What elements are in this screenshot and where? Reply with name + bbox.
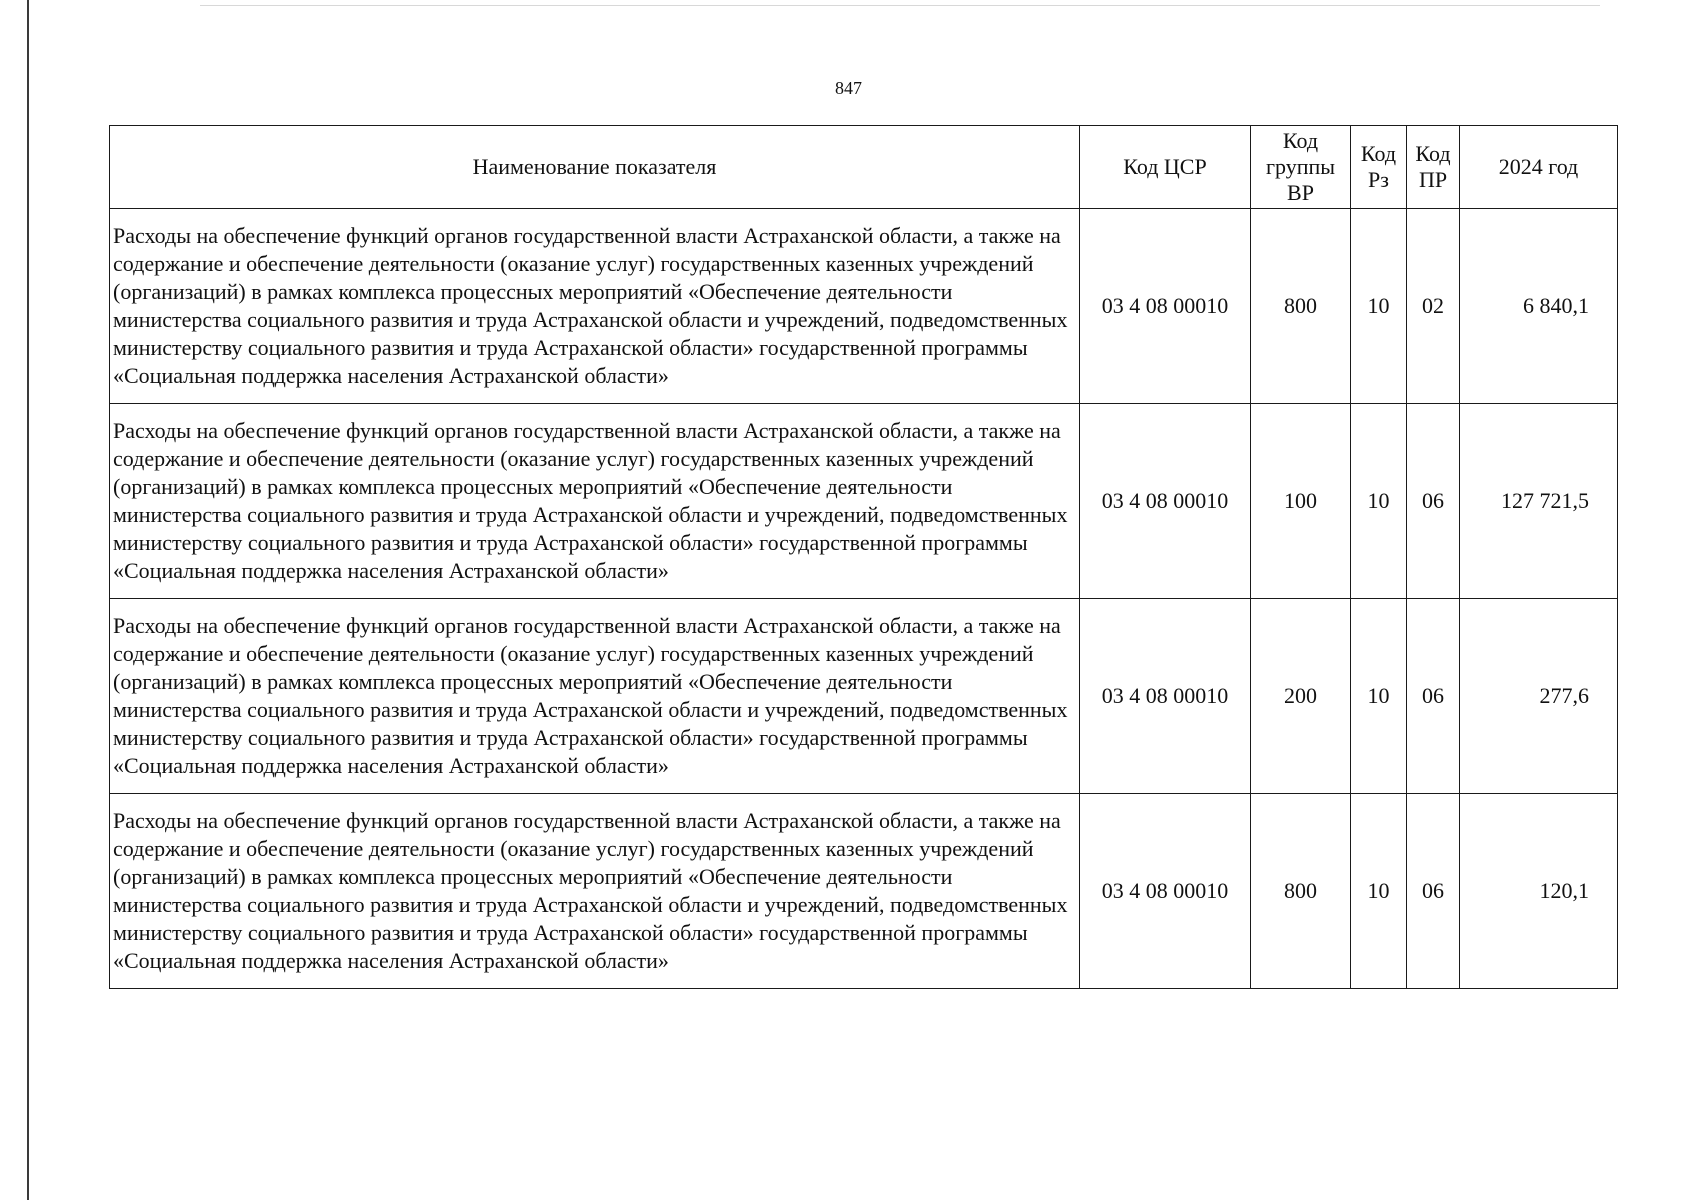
header-name: Наименование показателя <box>110 126 1080 209</box>
header-vr-code: Код группы ВР <box>1251 126 1351 209</box>
row-name: Расходы на обеспечение функций органов государственной власти Астраханской области, а также на содержание и обеспечение деятельности (оказание услуг) государственных казенных учреждений (организаций) в рамках комплекса процессных мероприятий «Обеспечение деятельности министерства социального развития и труда Астраханской области и учреждений, подведомственных министерству социального развития и труда Астраханской области» государственной программы «Социальная поддержка населения Астраханской области» <box>110 794 1080 989</box>
budget-table <box>109 125 1618 989</box>
row-vr-code: 100 <box>1251 404 1351 599</box>
row-vr-code: 800 <box>1251 209 1351 404</box>
row-pr-code: 06 <box>1407 599 1460 794</box>
header-year: 2024 год <box>1460 126 1618 209</box>
page-number: 847 <box>835 78 862 98</box>
table-row <box>110 794 1618 989</box>
row-name: Расходы на обеспечение функций органов государственной власти Астраханской области, а также на содержание и обеспечение деятельности (оказание услуг) государственных казенных учреждений (организаций) в рамках комплекса процессных мероприятий «Обеспечение деятельности министерства социального развития и труда Астраханской области и учреждений, подведомственных министерству социального развития и труда Астраханской области» государственной программы «Социальная поддержка населения Астраханской области» <box>110 404 1080 599</box>
row-rz-code: 10 <box>1351 404 1407 599</box>
table-row <box>110 404 1618 599</box>
header-pr-code: Код ПР <box>1407 126 1460 209</box>
table-header-row <box>110 126 1618 209</box>
header-csr-code: Код ЦСР <box>1080 126 1251 209</box>
row-csr-code: 03 4 08 00010 <box>1080 404 1251 599</box>
row-rz-code: 10 <box>1351 209 1407 404</box>
row-csr-code: 03 4 08 00010 <box>1080 599 1251 794</box>
row-name: Расходы на обеспечение функций органов государственной власти Астраханской области, а также на содержание и обеспечение деятельности (оказание услуг) государственных казенных учреждений (организаций) в рамках комплекса процессных мероприятий «Обеспечение деятельности министерства социального развития и труда Астраханской области и учреждений, подведомственных министерству социального развития и труда Астраханской области» государственной программы «Социальная поддержка населения Астраханской области» <box>110 599 1080 794</box>
row-csr-code: 03 4 08 00010 <box>1080 209 1251 404</box>
header-rz-code: Код Рз <box>1351 126 1407 209</box>
row-pr-code: 06 <box>1407 794 1460 989</box>
row-pr-code: 06 <box>1407 404 1460 599</box>
row-amount: 277,6 <box>1460 599 1618 794</box>
binding-margin-line <box>27 0 29 1200</box>
scan-top-edge <box>200 5 1600 6</box>
row-vr-code: 200 <box>1251 599 1351 794</box>
table-row <box>110 599 1618 794</box>
row-vr-code: 800 <box>1251 794 1351 989</box>
row-csr-code: 03 4 08 00010 <box>1080 794 1251 989</box>
row-pr-code: 02 <box>1407 209 1460 404</box>
table-row <box>110 209 1618 404</box>
row-amount: 6 840,1 <box>1460 209 1618 404</box>
row-name: Расходы на обеспечение функций органов государственной власти Астраханской области, а также на содержание и обеспечение деятельности (оказание услуг) государственных казенных учреждений (организаций) в рамках комплекса процессных мероприятий «Обеспечение деятельности министерства социального развития и труда Астраханской области и учреждений, подведомственных министерству социального развития и труда Астраханской области» государственной программы «Социальная поддержка населения Астраханской области» <box>110 209 1080 404</box>
row-amount: 127 721,5 <box>1460 404 1618 599</box>
row-amount: 120,1 <box>1460 794 1618 989</box>
row-rz-code: 10 <box>1351 794 1407 989</box>
row-rz-code: 10 <box>1351 599 1407 794</box>
